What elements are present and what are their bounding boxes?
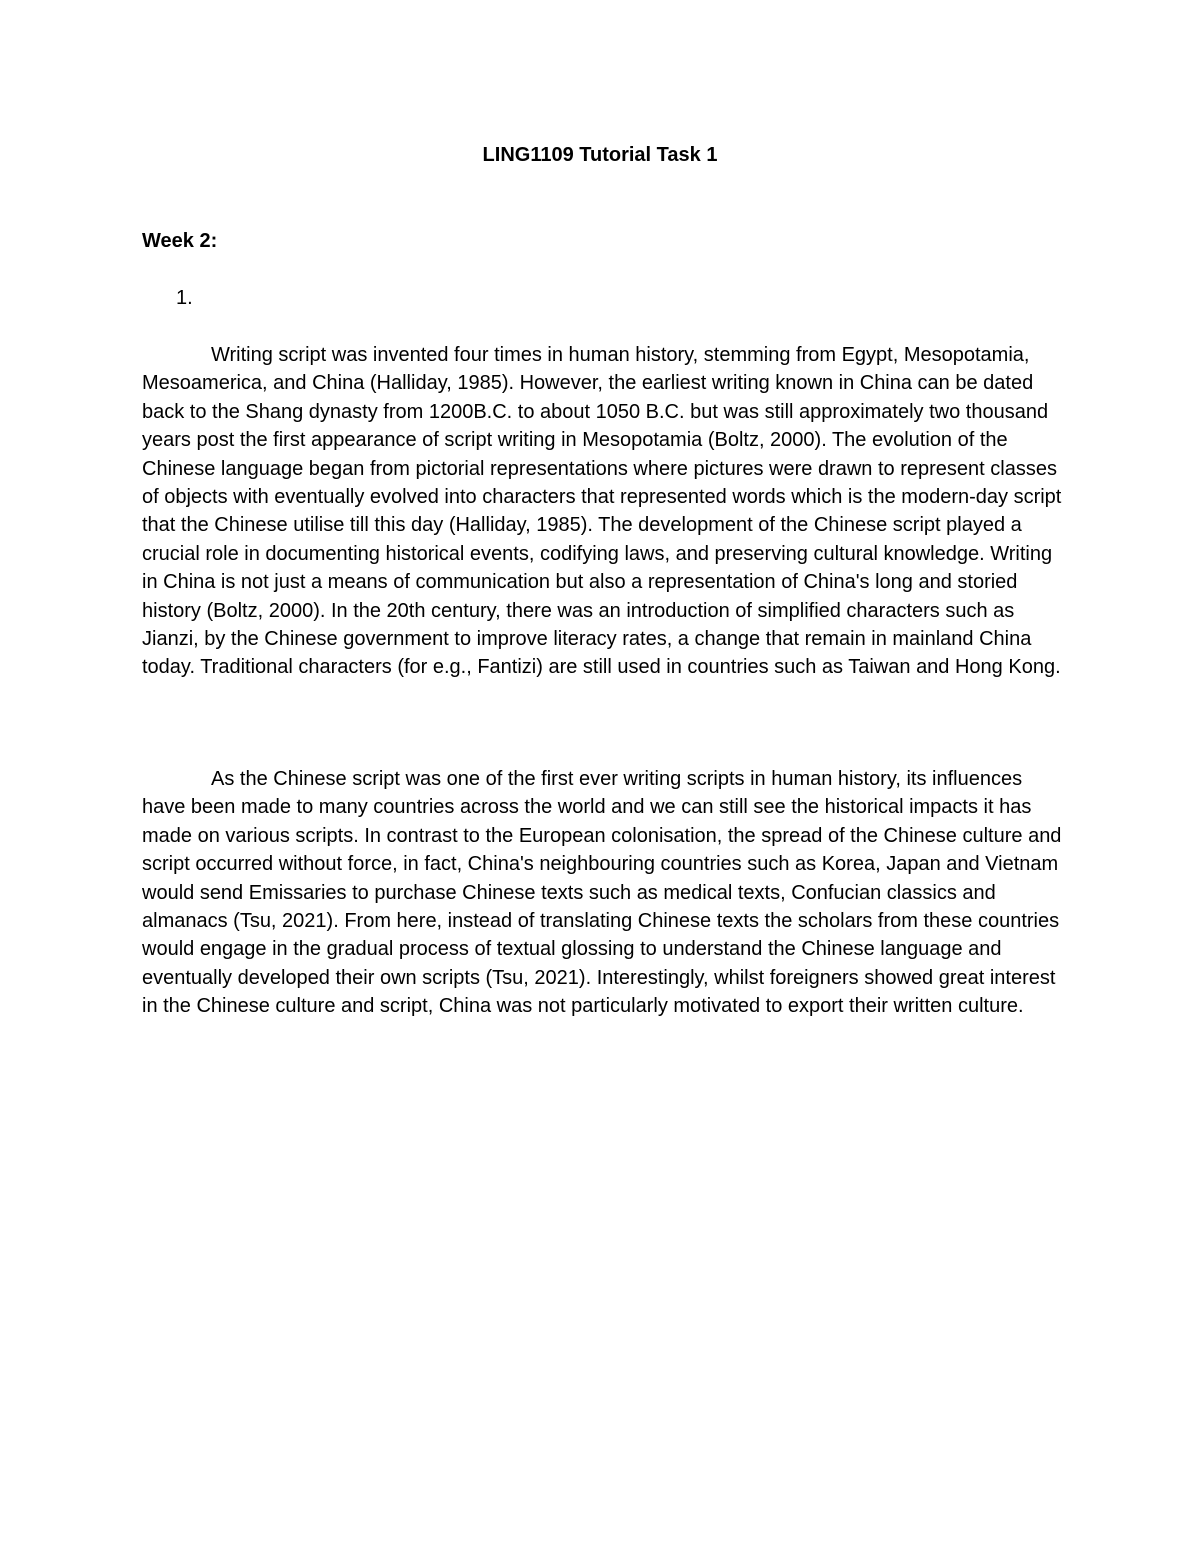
section-heading: Week 2: [142,230,218,252]
list-number: 1. [176,287,193,309]
paragraph-2: As the Chinese script was one of the first ever writing scripts in human history, its influences have been made to many countries across the world and we can still see the historical impacts it has made on various scripts. In contrast to the European colonisation, the spread of the Chinese culture and script occurred without force, in fact, China's neighbouring countries such as Korea, Japan and Vietnam would send Emissaries to purchase Chinese texts such as medical texts, Confucian classics and almanacs (Tsu, 2021). From here, instead of translating Chinese texts the scholars from these countries would engage in the gradual process of textual glossing to understand the Chinese language and eventually developed their own scripts (Tsu, 2021). Interestingly, whilst foreigners showed great interest in the Chinese culture and script, China was not particularly motivated to export their written culture. [142,768,1062,1018]
paragraph-1: Writing script was invented four times in human history, stemming from Egypt, Mesopotamia, Mesoamerica, and China (Halliday, 1985). However, the earliest writing known in China can be dated back to the Shang dynasty from 1200B.C. to about 1050 B.C. but was still approximately two thousand years post the first appearance of script writing in Mesopotamia (Boltz, 2000). The evolution of the Chinese language began from pictorial representations where pictures were drawn to represent classes of objects with eventually evolved into characters that represented words which is the modern-day script that the Chinese utilise till this day (Halliday, 1985). The development of the Chinese script played a crucial role in documenting historical events, codifying laws, and preserving cultural knowledge. Writing in China is not just a means of communication but also a representation of China's long and storied history (Boltz, 2000). In the 20th century, there was an introduction of simplified characters such as Jianzi, by the Chinese government to improve literacy rates, a change that remain in mainland China today. Traditional characters (for e.g., Fantizi) are still used in countries such as Taiwan and Hong Kong. [142,344,1062,679]
page-title: LING1109 Tutorial Task 1 [482,144,718,166]
